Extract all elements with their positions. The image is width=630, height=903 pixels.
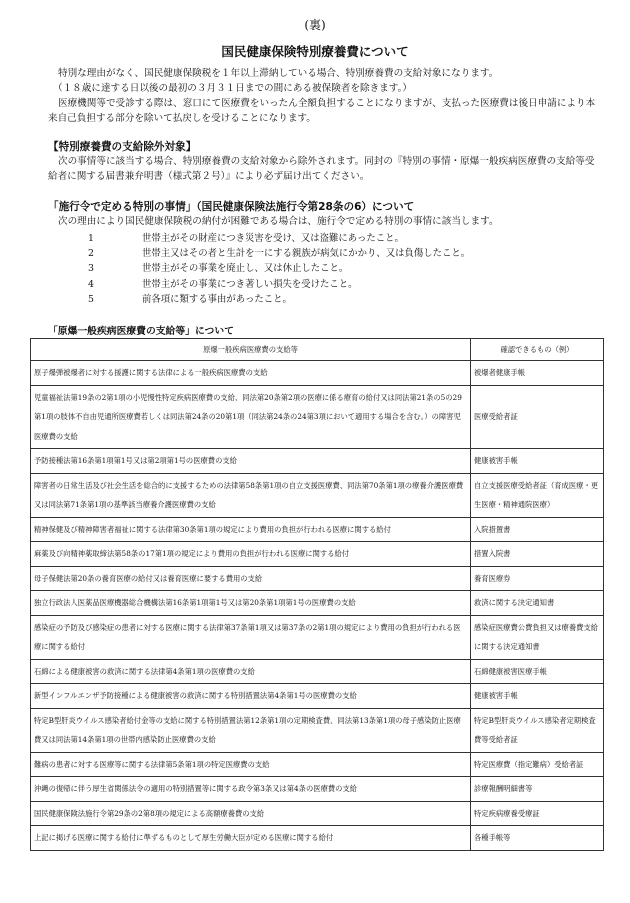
list-item-number: 2 (88, 248, 94, 260)
column-header-proof: 確認できるもの（例） (471, 339, 604, 361)
proof-cell: 被爆者健康手帳 (471, 361, 604, 386)
list-item-number: 5 (88, 293, 94, 305)
table-row (31, 615, 604, 659)
list-item (88, 261, 470, 276)
benefit-cell: 難病の患者に対する医療等に関する法律第5条第1項の特定医療費の支給 (31, 752, 471, 777)
table-row (31, 826, 604, 851)
list-item-number: 1 (88, 233, 94, 244)
back-side-label: (裏) (304, 18, 326, 32)
benefit-cell: 独立行政法人医薬品医療機器総合機構法第16条第1項第1号又は第20条第1項第1号の医療費の支給 (31, 591, 471, 616)
list-item-number: 3 (88, 263, 94, 275)
list-item (88, 231, 470, 246)
proof-cell: 医療受給者証 (471, 385, 604, 449)
table-row (31, 684, 604, 709)
proof-cell: 健康被害手帳 (471, 684, 604, 709)
proof-cell: 入院措置書 (471, 517, 604, 542)
benefit-cell: 新型インフルエンザ予防接種による健康被害の救済に関する特別措置法第4条第1号の医療費の支給 (31, 684, 471, 709)
special-circumstances-heading: 「施行令で定める特別の事情」（国民健康保険法施行令第28条の6）について (48, 201, 415, 213)
table-row (31, 473, 604, 517)
table-row (31, 361, 604, 386)
exclusion-text: 次の事情等に該当する場合、特別療養費の支給対象から除外されます。同封の『特別の事情・原爆一般疾病医療費の支給等受給者に関する届書兼弁明書（様式第２号）』により必ず届け出てください。 (48, 156, 595, 182)
special-circumstances-list (88, 231, 470, 307)
list-item-text: 世帯主がその事業につき著しい損失を受けたこと。 (142, 278, 358, 290)
benefit-cell: 特定B型肝炎ウイルス感染者給付金等の支給に関する特別措置法第12条第1項の定期検査費、同法第13条第1項の母子感染防止医療費又は同法第14条第1項の世帯内感染防止医療費の支給 (31, 708, 471, 752)
table-row (31, 591, 604, 616)
benefit-cell: 障害者の日常生活及び社会生活を総合的に支援するための法律第58条第1項の自立支援医療費、同法第70条第1項の療養介護医療費又は同法第71条第1項の基準該当療養介護医療費の支給 (31, 473, 471, 517)
column-header-benefit: 原爆一般疾病医療費の支給等 (31, 339, 471, 361)
list-item-text: 世帯主又はその者と生計を一にする親族が病気にかかり、又は負傷したこと。 (142, 248, 471, 260)
table-row (31, 659, 604, 684)
benefit-cell: 母子保健法第20条の養育医療の給付又は養育医療に要する費用の支給 (31, 566, 471, 591)
intro-paragraph-3: 医療機関等で受診する際は、窓口にて医療費をいったん全額負担することになりますが、支払った医療費は後日申請により本来自己負担する部分を除いて払戻しを受けることになります。 (48, 98, 596, 124)
table-row (31, 517, 604, 542)
table-caption: 「原爆一般疾病医療費の支給等」について (48, 326, 234, 337)
proof-cell: 救済に関する決定通知書 (471, 591, 604, 616)
special-circumstances-intro: 次の理由により国民健康保険税の納付が困難である場合は、施行令で定める特別の事情に該当します。 (58, 216, 499, 227)
exclusion-heading: 【特別療養費の支給除外対象】 (48, 141, 197, 153)
benefit-cell: 国民健康保険法施行令第29条の2第8項の規定による高額療養費の支給 (31, 801, 471, 826)
list-item-number: 4 (88, 278, 94, 290)
table-row (31, 777, 604, 802)
intro-paragraph-1: 特別な理由がなく、国民健康保険税を１年以上滞納している場合、特別療養費の支給対象になります。 (58, 68, 499, 79)
table-row (31, 752, 604, 777)
list-item-text: 世帯主がその財産につき災害を受け、又は盗難にあったこと。 (142, 233, 404, 244)
table-row (31, 801, 604, 826)
proof-cell: 感染症医療費公費負担又は療養費支給に関する決定通知書 (471, 615, 604, 659)
list-item-text: 世帯主がその事業を廃止し、又は休止したこと。 (142, 263, 349, 275)
proof-cell: 特定B型肝炎ウイルス感染者定期検査費等受給者証 (471, 708, 604, 752)
table-row (31, 542, 604, 567)
proof-cell: 特定疾病療養受療証 (471, 801, 604, 826)
proof-cell: 自立支援医療受給者証（育成医療・更生医療・精神通院医療） (471, 473, 604, 517)
benefit-cell: 予防接種法第16条第1項第1号又は第2項第1号の医療費の支給 (31, 449, 471, 474)
benefit-cell: 感染症の予防及び感染症の患者に対する医療に関する法律第37条第1項又は第37条の2第1項の規定により費用の負担が行われる医療に関する給付 (31, 615, 471, 659)
proof-cell: 健康被害手帳 (471, 449, 604, 474)
table-header-row (31, 339, 604, 361)
proof-cell: 石綿健康被害医療手帳 (471, 659, 604, 684)
list-item-text: 前各項に類する事由があったこと。 (142, 293, 292, 305)
table-row (31, 708, 604, 752)
table-row (31, 449, 604, 474)
benefit-cell: 沖縄の復帰に伴う厚生省関係法令の適用の特別措置等に関する政令第3条又は第4条の医療費の支給 (31, 777, 471, 802)
benefit-cell: 上記に掲げる医療に関する給付に準ずるものとして厚生労働大臣が定める医療に関する給付 (31, 826, 471, 851)
list-item (88, 277, 470, 292)
intro-paragraph-2: （１８歳に達する日以後の最初の３月３１日までの間にある被保険者を除きます。） (53, 83, 412, 94)
benefits-table (30, 338, 604, 851)
benefit-cell: 石綿による健康被害の救済に関する法律第4条第1項の医療費の支給 (31, 659, 471, 684)
page-title: 国民健康保険特別療養費について (221, 44, 409, 59)
proof-cell: 養育医療券 (471, 566, 604, 591)
proof-cell: 診療報酬明細書等 (471, 777, 604, 802)
table-row (31, 566, 604, 591)
table-row (31, 385, 604, 449)
proof-cell: 特定医療費（指定難病）受給者証 (471, 752, 604, 777)
benefit-cell: 児童福祉法第19条の2第1項の小児慢性特定疾病医療費の支給、同法第20条第2項の医療に係る療育の給付又は同法第21条の5の29第1項の肢体不自由児通所医療費若しくは同法第24条の20第1項（同法第24条の24第3項において適用する場合を含む。）の障害児医療費の支給 (31, 385, 471, 449)
benefit-cell: 精神保健及び精神障害者福祉に関する法律第30条第1項の規定により費用の負担が行われる医療に関する給付 (31, 517, 471, 542)
benefit-cell: 原子爆弾被爆者に対する援護に関する法律による一般疾病医療費の支給 (31, 361, 471, 386)
proof-cell: 各種手帳等 (471, 826, 604, 851)
proof-cell: 措置入院書 (471, 542, 604, 567)
list-item (88, 246, 470, 261)
list-item (88, 292, 470, 307)
benefit-cell: 麻薬及び向精神薬取締法第58条の17第1項の規定により費用の負担が行われる医療に関する給付 (31, 542, 471, 567)
